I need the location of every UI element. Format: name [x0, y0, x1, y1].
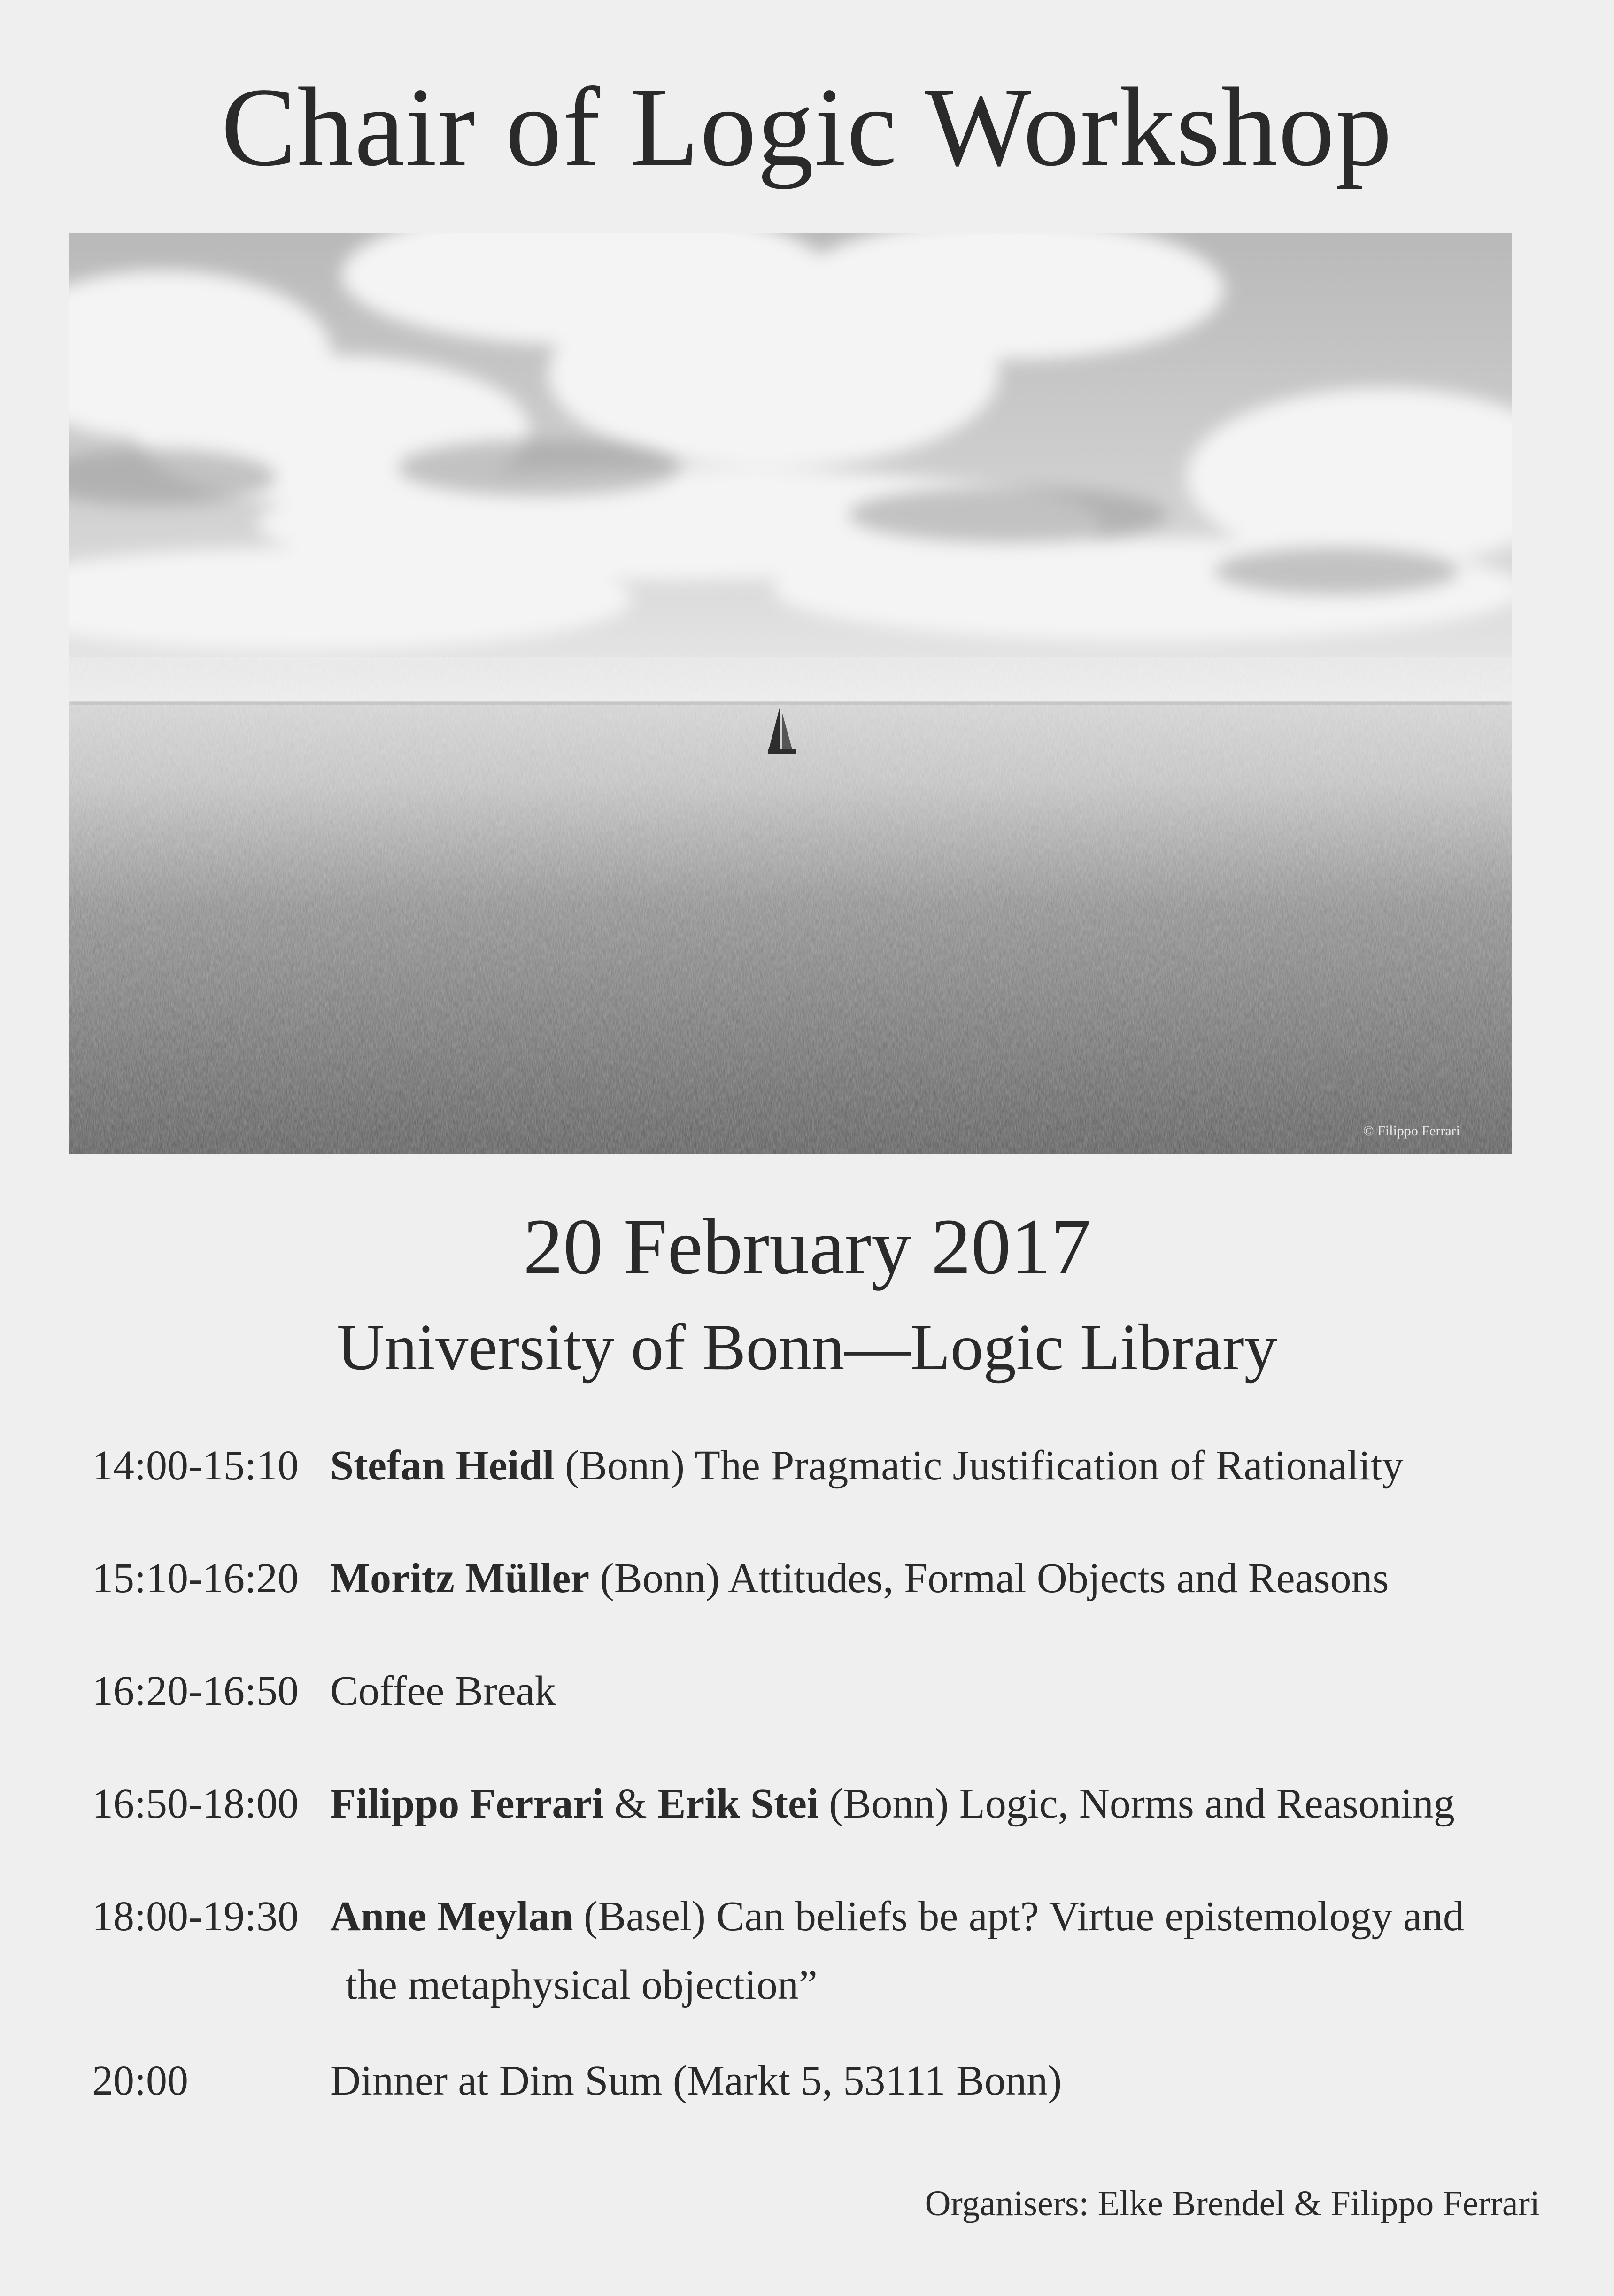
time-slot: 16:50-18:00 — [92, 1780, 299, 1827]
sea-sky-image — [69, 233, 1512, 1154]
ampersand: & — [614, 1780, 647, 1827]
time-slot: 18:00-19:30 — [92, 1893, 299, 1940]
speaker-name: Anne Meylan — [330, 1893, 573, 1940]
speaker-affiliation: (Bonn) — [565, 1442, 685, 1489]
dinner-label: Dinner at Dim Sum (Markt 5, 53111 Bonn) — [330, 2057, 1062, 2104]
time-slot: 15:10-16:20 — [92, 1555, 299, 1602]
speaker-name: Moritz Müller — [330, 1555, 590, 1602]
event-venue: University of Bonn—Logic Library — [337, 1311, 1277, 1384]
talk-title: Can beliefs be apt? Virtue epistemology and — [716, 1893, 1464, 1940]
speaker-name: Filippo Ferrari — [330, 1780, 604, 1827]
photo-credit: © Filippo Ferrari — [1363, 1123, 1460, 1139]
time-slot: 20:00 — [92, 2057, 189, 2104]
organisers: Organisers: Elke Brendel & Filippo Ferrari — [925, 2184, 1540, 2223]
speaker-affiliation: (Bonn) — [829, 1780, 949, 1827]
talk-title: Attitudes, Formal Objects and Reasons — [728, 1555, 1389, 1602]
talk-title: Logic, Norms and Reasoning — [959, 1780, 1455, 1827]
sea-photo — [69, 233, 1512, 1154]
talk-title-continued: the metaphysical objection” — [346, 1962, 818, 2008]
talk-title: The Pragmatic Justification of Rationality — [694, 1442, 1404, 1489]
speaker-name: Erik Stei — [657, 1780, 819, 1827]
speaker-affiliation: (Basel) — [584, 1893, 706, 1940]
speaker-name: Stefan Heidl — [330, 1442, 555, 1489]
break-label: Coffee Break — [330, 1668, 556, 1714]
event-date: 20 February 2017 — [523, 1202, 1091, 1291]
time-slot: 16:20-16:50 — [92, 1668, 299, 1714]
speaker-affiliation: (Bonn) — [600, 1555, 720, 1602]
page-title: Chair of Logic Workshop — [221, 64, 1393, 189]
time-slot: 14:00-15:10 — [92, 1442, 299, 1489]
